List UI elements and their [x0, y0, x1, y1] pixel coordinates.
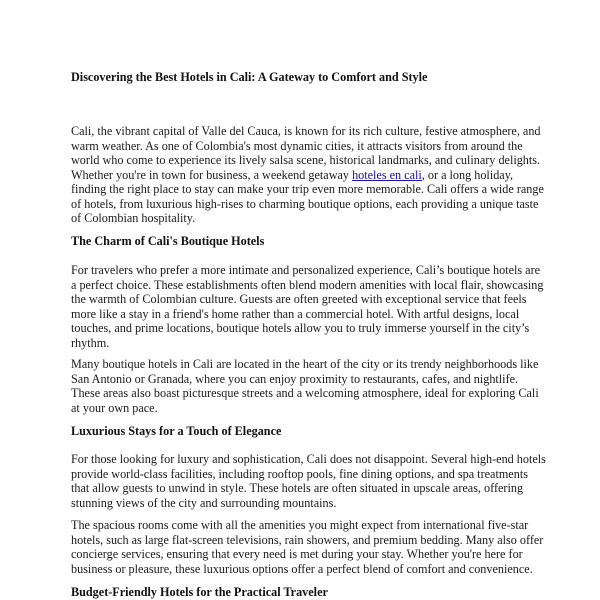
text-line: For travelers who prefer a more intimate and personalized experience, Cali’s boutique hotels are — [71, 263, 541, 277]
text-line-with-link — [71, 168, 544, 183]
text-line: hotels, such as large flat-screen televisions, rain showers, and premium bedding. Many also offer — [71, 532, 544, 547]
text-line: at your own pace. — [71, 400, 158, 415]
text-line: warm weather. As one of Colombia's most dynamic cities, it attracts visitors from around the — [71, 138, 523, 153]
luxury-paragraph-2 — [71, 518, 543, 576]
text-line: provide world-class facilities, including rooftop pools, fine dining options, and spa treatments — [71, 466, 528, 481]
luxury-paragraph-1 — [71, 452, 546, 510]
text-line: stunning views of the city and surrounding mountains. — [71, 495, 337, 510]
text-line: The spacious rooms come with all the amenities you might expect from international five-star — [71, 518, 529, 532]
text-line: Many boutique hotels in Cali are located in the heart of the city or its trendy neighborhoods like — [71, 357, 539, 371]
text-line: that allow guests to unwind in style. These hotels are often situated in upscale areas, offering — [71, 481, 524, 496]
text-line: a perfect choice. These establishments often blend modern amenities with local flair, showcasing — [71, 277, 544, 292]
text-fragment: Whether you're in town for business, a weekend getaway — [71, 167, 353, 182]
text-line: Cali, the vibrant capital of Valle del Cauca, is known for its rich culture, festive atmosphere, and — [71, 124, 541, 138]
text-line: the warmth of Colombian culture. Guests are often greeted with exceptional service that feels — [71, 292, 527, 307]
text-line: business or pleasure, these luxurious options offer a perfect blend of comfort and convenience. — [71, 561, 533, 576]
section-heading-luxury: Luxurious Stays for a Touch of Elegance — [71, 424, 282, 438]
text-line: touches, and prime locations, boutique hotels allow you to truly immerse yourself in the city’s — [71, 321, 530, 336]
section-heading-budget: Budget-Friendly Hotels for the Practical Traveler — [71, 585, 328, 599]
text-fragment: , or a long holiday, — [421, 167, 514, 182]
text-line: of hotels, from luxurious high-rises to charming boutique options, each providing a unique taste — [71, 196, 539, 211]
document-title: Discovering the Best Hotels in Cali: A Gateway to Comfort and Style — [71, 70, 428, 84]
section-heading-boutique: The Charm of Cali's Boutique Hotels — [71, 234, 265, 248]
text-line: rhythm. — [71, 335, 110, 350]
hoteles-en-cali-link[interactable]: hoteles en cali — [352, 167, 422, 182]
text-line: of Colombian hospitality. — [71, 211, 196, 226]
boutique-paragraph-1 — [71, 263, 543, 350]
text-line: finding the right place to stay can make your trip even more memorable. Cali offers a wide range — [71, 182, 544, 197]
intro-paragraph — [71, 124, 544, 226]
text-line: world who come to experience its lively salsa scene, historical landmarks, and culinary delights. — [71, 153, 541, 168]
text-line: concierge services, ensuring that every need is met during your stay. Whether you're here for — [71, 547, 523, 562]
text-line: For those looking for luxury and sophistication, Cali does not disappoint. Several high-end hotels — [71, 452, 546, 466]
text-line: San Antonio or Granada, where you can enjoy proximity to restaurants, cafes, and nightlife. — [71, 371, 519, 386]
text-line: more like a stay in a friend's home rather than a commercial hotel. With artful designs, local — [71, 306, 520, 321]
boutique-paragraph-2 — [71, 357, 539, 415]
text-line: These areas also boast picturesque streets and a welcoming atmosphere, ideal for exploring Cali — [71, 386, 539, 401]
